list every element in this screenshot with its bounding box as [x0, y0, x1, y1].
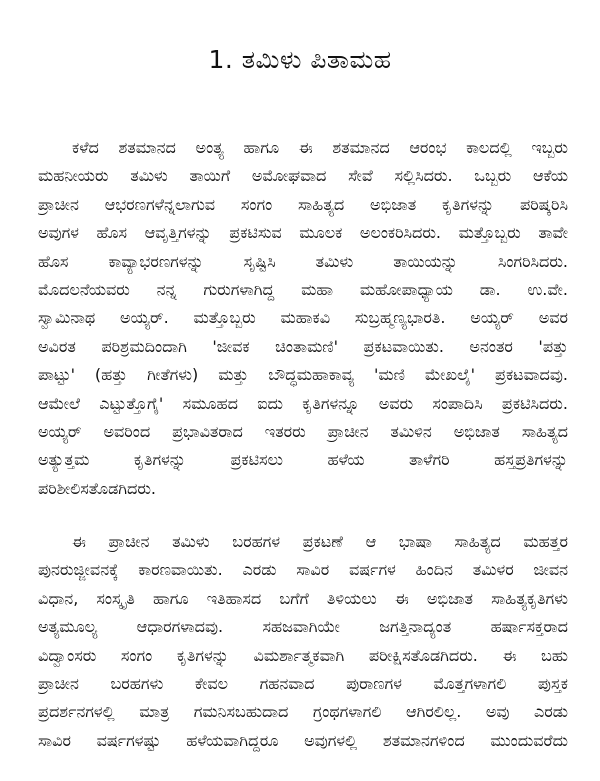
paragraph-line: ವಿಧಾನ, ಸಂಸ್ಕೃತಿ ಹಾಗೂ ಇತಿಹಾಸದ ಬಗೆಗೆ ತಿಳಿಯಲು ಈ ಅಭಿಜಾತ ಸಾಹಿತ್ಯಕೃತಿಗಳು: [38, 588, 568, 608]
chapter-title: 1. ತಮಿಳು ಪಿತಾಮಹ: [208, 45, 392, 74]
paragraph-line: ಸ್ವಾಮಿನಾಥ ಅಯ್ಯರ್. ಮತ್ತೊಬ್ಬರು ಮಹಾಕವಿ ಸುಬ್ರಹ್ಮಣ್ಯಭಾರತಿ. ಅಯ್ಯರ್ ಅವರ: [38, 308, 568, 328]
paragraph-line: ಈ ಪ್ರಾಚೀನ ತಮಿಳು ಬರಹಗಳ ಪ್ರಕಟಣೆ ಆ ಭಾಷಾ ಸಾಹಿತ್ಯದ ಮಹತ್ತರ: [72, 532, 568, 551]
paragraph-line: ಪುನರುಜ್ಜೀವನಕ್ಕೆ ಕಾರಣವಾಯಿತು. ಎರಡು ಸಾವಿರ ವರ್ಷಗಳ ಹಿಂದಿನ ತಮಿಳರ ಜೀವನ: [38, 560, 568, 580]
paragraph-line: ಪಾಟ್ಟು' (ಹತ್ತು ಗೀತೆಗಳು) ಮತ್ತು ಬೌದ್ಧಮಹಾಕಾವ್ಯ 'ಮಣಿ ಮೇಖಲೈ' ಪ್ರಕಟವಾದವು.: [38, 365, 568, 385]
paragraph-line: ಪ್ರಾಚೀನ ಬರಹಗಳು ಕೇವಲ ಗಹನವಾದ ಪುರಾಣಗಳ ಮೊತ್ತಗಳಾಗಲಿ ಪುಸ್ತಕ: [38, 673, 568, 693]
paragraph-line: ಆಮೇಲೆ ಎಟ್ಟುತ್ತೊಗೈ' ಸಮೂಹದ ಐದು ಕೃತಿಗಳನ್ನೂ ಅವರು ಸಂಪಾದಿಸಿ ಪ್ರಕಟಿಸಿದರು.: [38, 393, 568, 413]
paragraph-line: ಅತ್ಯುತ್ತಮ ಕೃತಿಗಳನ್ನು ಪ್ರಕಟಿಸಲು ಹಳೆಯ ತಾಳೆಗರಿ ಹಸ್ತಪ್ರತಿಗಳನ್ನು: [38, 450, 568, 470]
paragraph-line: ಪ್ರಾಚೀನ ಆಭರಣಗಳೆನ್ನಲಾಗುವ ಸಂಗಂ ಸಾಹಿತ್ಯದ ಅಭಿಜಾತ ಕೃತಿಗಳನ್ನು ಪರಿಷ್ಕರಿಸಿ: [38, 194, 568, 214]
paragraph-line: ಪರಿಶೀಲಿಸತೊಡಗಿದರು.: [38, 478, 157, 498]
paragraph-line: ಅಯ್ಯರ್ ಅವರಿಂದ ಪ್ರಭಾವಿತರಾದ ಇತರರು ಪ್ರಾಚೀನ ತಮಿಳಿನ ಅಭಿಜಾತ ಸಾಹಿತ್ಯದ: [38, 421, 568, 441]
paragraph-2: [38, 528, 568, 755]
paragraph-line: ಹೊಸ ಕಾವ್ಯಾಭರಣಗಳನ್ನು ಸೃಷ್ಟಿಸಿ ತಮಿಳು ತಾಯಿಯನ್ನು ಸಿಂಗರಿಸಿದರು.: [38, 251, 568, 271]
paragraph-line: ವಿದ್ವಾಂಸರು ಸಂಗಂ ಕೃತಿಗಳನ್ನು ವಿಮರ್ಶಾತ್ಮಕವಾಗಿ ಪರೀಕ್ಷಿಸತೊಡಗಿದರು. ಈ ಬಹು: [38, 645, 568, 665]
paragraph-line: ಕಳೆದ ಶತಮಾನದ ಅಂತ್ಯ ಹಾಗೂ ಈ ಶತಮಾನದ ಆರಂಭ ಕಾಲದಲ್ಲಿ ಇಬ್ಬರು: [72, 138, 568, 157]
paragraph-line: ಮೊದಲನೆಯವರು ನನ್ನ ಗುರುಗಳಾಗಿದ್ದ ಮಹಾ ಮಹೋಪಾಧ್ಯಾಯ ಡಾ. ಉ.ವೇ.: [38, 279, 568, 299]
paragraph-line: ಸಾವಿರ ವರ್ಷಗಳಷ್ಟು ಹಳೆಯವಾಗಿದ್ದರೂ ಅವುಗಳಲ್ಲಿ ಶತಮಾನಗಳಿಂದ ಮುಂದುವರೆದು: [38, 730, 568, 750]
paragraph-1: [38, 134, 568, 503]
paragraph-line: ಅತ್ಯಮೂಲ್ಯ ಆಧಾರಗಳಾದವು. ಸಹಜವಾಗಿಯೇ ಜಗತ್ತಿನಾದ್ಯಂತ ಹರ್ಷಾಸಕ್ತರಾದ: [38, 617, 568, 637]
paragraph-line: ಪ್ರದರ್ಶನಗಳಲ್ಲಿ ಮಾತ್ರ ಗಮನಿಸಬಹುದಾದ ಗ್ರಂಥಗಳಾಗಲಿ ಆಗಿರಲಿಲ್ಲ. ಅವು ಎರಡು: [38, 702, 568, 722]
paragraph-line: ಮಹನೀಯರು ತಮಿಳು ತಾಯಿಗೆ ಅಮೋಘವಾದ ಸೇವೆ ಸಲ್ಲಿಸಿದರು. ಒಬ್ಬರು ಆಕೆಯ: [38, 166, 568, 186]
paragraph-line: ಅವಿರತ ಪರಿಶ್ರಮದಿಂದಾಗಿ 'ಜೀವಕ ಚಿಂತಾಮಣಿ' ಪ್ರಕಟವಾಯಿತು. ಅನಂತರ 'ಪತ್ತು: [38, 336, 568, 356]
paragraph-line: ಅವುಗಳ ಹೊಸ ಆವೃತ್ತಿಗಳನ್ನು ಪ್ರಕಟಿಸುವ ಮೂಲಕ ಅಲಂಕರಿಸಿದರು. ಮತ್ತೊಬ್ಬರು ತಾವೇ: [38, 223, 568, 243]
